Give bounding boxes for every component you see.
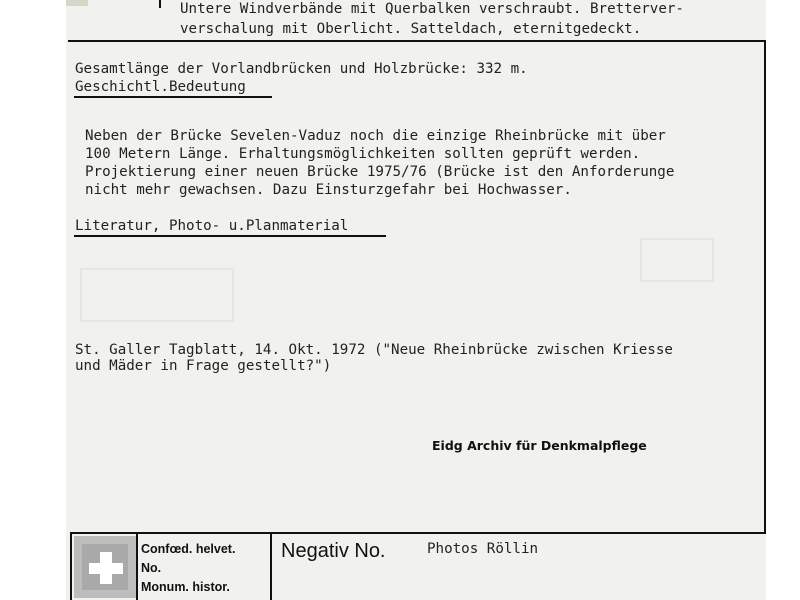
top-tick (159, 0, 161, 8)
literature-line-1: St. Galler Tagblatt, 14. Okt. 1972 ("Neue Rheinbrücke zwischen Kriesse (75, 342, 673, 358)
section-divider (68, 40, 766, 42)
logo-separator (136, 534, 138, 600)
history-line-4: nicht mehr gewachsen. Dazu Einsturzgefahr bei Hochwasser. (85, 182, 572, 198)
ghost-drawing (80, 268, 234, 322)
photos-label: Photos Röllin (427, 541, 539, 557)
logo-line-3: Monum. histor. (141, 580, 230, 594)
history-heading: Geschichtl.Bedeutung (75, 79, 246, 95)
archive-stamp: Eidg Archiv für Denkmalpflege (432, 438, 647, 453)
length-line: Gesamtlänge der Vorlandbrücken und Holzbrücke: 332 m. (75, 61, 528, 77)
ghost-drawing (640, 238, 714, 282)
history-line-2: 100 Metern Länge. Erhaltungsmöglichkeiten sollten geprüft werden. (85, 146, 641, 162)
logo-text-separator (270, 534, 272, 600)
right-border (764, 40, 766, 532)
literature-heading-underline (74, 235, 386, 237)
swiss-cross-icon (74, 536, 136, 598)
logo-line-1: Confœd. helvet. (141, 542, 236, 556)
top-line-1: Untere Windverbände mit Querbalken verschraubt. Bretterver- (180, 1, 684, 17)
top-line-2: verschalung mit Oberlicht. Satteldach, eternitgedeckt. (180, 21, 642, 37)
history-heading-underline (74, 96, 272, 98)
literature-line-2: und Mäder in Frage gestellt?") (75, 358, 332, 374)
history-line-1: Neben der Brücke Sevelen-Vaduz noch die einzige Rheinbrücke mit über (85, 128, 666, 144)
literature-heading: Literatur, Photo- u.Planmaterial (75, 218, 349, 234)
logo-line-2: No. (141, 561, 162, 575)
history-line-3: Projektierung einer neuen Brücke 1975/76 (Brücke ist den Anforderunge (85, 164, 675, 180)
negativ-label: Negativ No. (281, 540, 386, 562)
paper-corner (66, 0, 88, 6)
swiss-cross-logo (74, 536, 136, 598)
